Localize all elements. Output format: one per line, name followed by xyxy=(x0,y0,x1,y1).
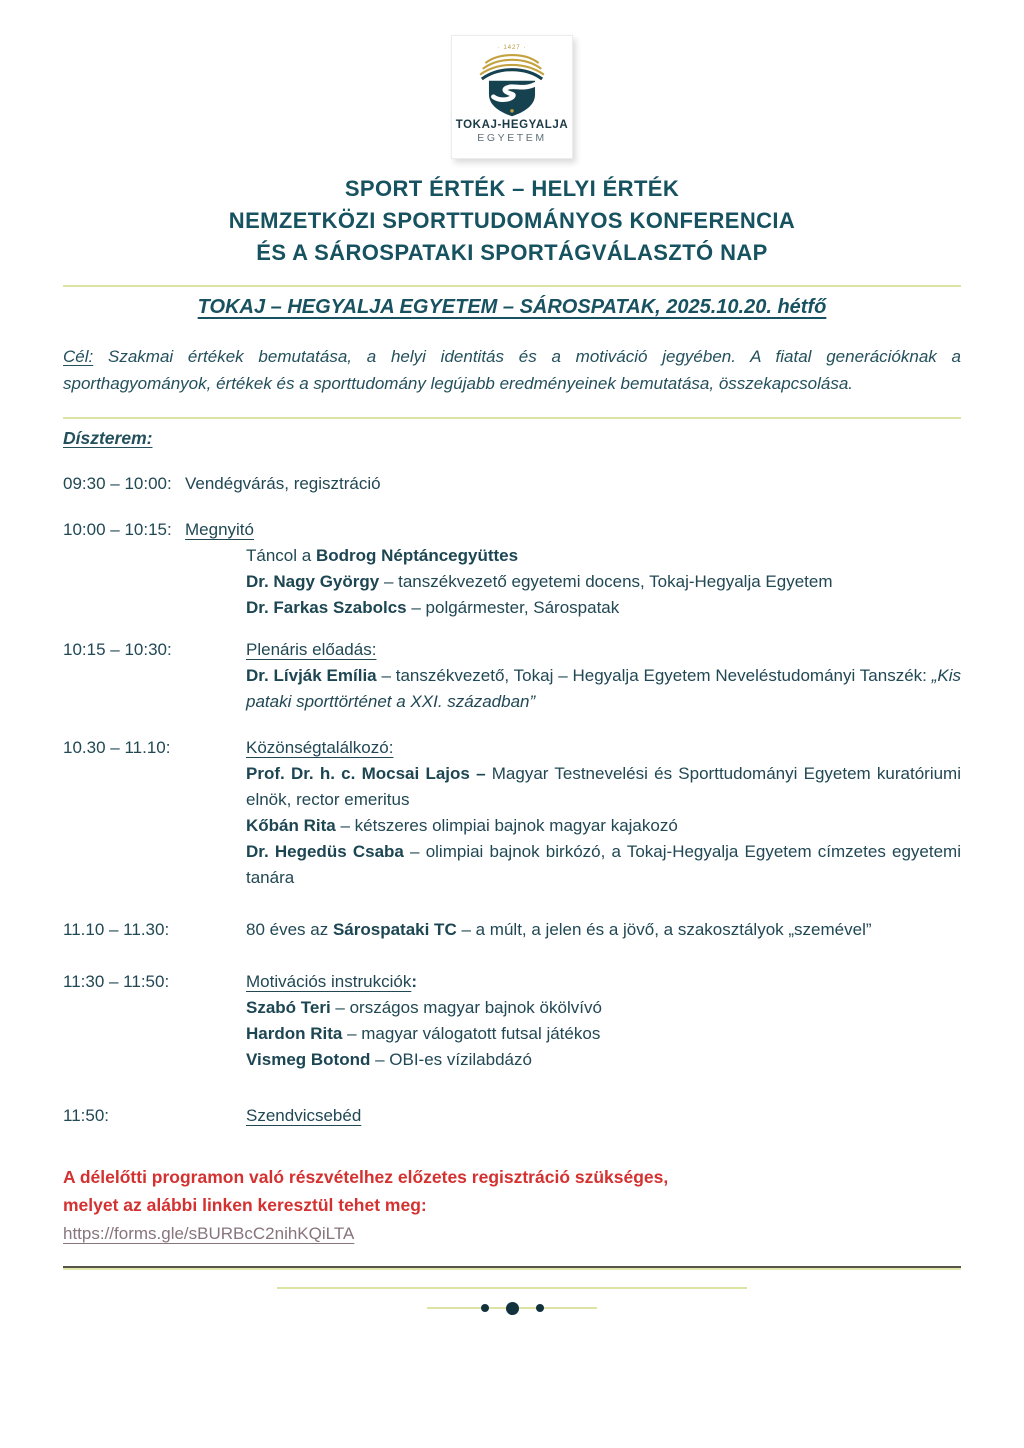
event-heading: Plenáris előadás: xyxy=(246,640,377,659)
time-slot: 10:00 – 10:15: xyxy=(63,520,172,539)
logo-container xyxy=(63,35,961,159)
goal-text: Szakmai értékek bemutatása, a helyi identitás és a motiváció jegyében. A fiatal generációknak a sporthagyományok, értékek és a sporttudomány legújabb eredményeinek bemutatása, összekapcsolása. xyxy=(63,347,961,393)
ornament-dot-icon xyxy=(481,1304,489,1312)
event-heading: Motivációs instrukciók: xyxy=(246,972,417,991)
schedule-row-1110 xyxy=(63,917,961,943)
divider-top xyxy=(63,285,961,287)
registration-notice xyxy=(63,1163,961,1219)
registration-notice-line-1: A délelőtti programon való részvételhez előzetes regisztráció szükséges, xyxy=(63,1167,669,1187)
subtitle-container xyxy=(63,296,961,319)
svg-text:· 1427 ·: · 1427 · xyxy=(497,43,527,51)
footer-rule-mid xyxy=(277,1287,747,1289)
venue-label: Díszterem: xyxy=(63,428,153,448)
schedule-row-1130 xyxy=(63,969,961,1073)
event-detail: Kőbán Rita – kétszeres olimpiai bajnok magyar kajakozó xyxy=(246,816,678,835)
event-detail: Dr. Lívják Emília – tanszékvezető, Tokaj – Hegyalja Egyetem Neveléstudományi Tanszék: „Kis pataki sporttörténet a XXI. században” xyxy=(246,666,961,711)
registration-link[interactable]: https://forms.gle/sBURBcC2nihKQiLTA xyxy=(63,1224,355,1243)
event-detail: Dr. Hegedüs Csaba – olimpiai bajnok birkózó, a Tokaj-Hegyalja Egyetem címzetes egyetemi tanára xyxy=(246,842,961,887)
goal-paragraph xyxy=(63,343,961,397)
schedule-row-0930 xyxy=(63,471,961,497)
event-location-date: TOKAJ – HEGYALJA EGYETEM – SÁROSPATAK, 2025.10.20. hétfő xyxy=(197,296,827,318)
schedule-row-1000 xyxy=(63,517,961,621)
footer-separator xyxy=(63,1266,961,1270)
event-heading: Közönségtalálkozó: xyxy=(246,738,394,757)
university-crest-icon xyxy=(464,40,560,118)
page-title xyxy=(63,173,961,269)
ornament-dot-icon xyxy=(536,1304,544,1312)
event-detail: Hardon Rita – magyar válogatott futsal játékos xyxy=(246,1024,601,1043)
time-slot: 11:50: xyxy=(63,1106,110,1125)
time-slot: 09:30 – 10:00: xyxy=(63,474,172,493)
title-line-1: SPORT ÉRTÉK – HELYI ÉRTÉK xyxy=(344,176,680,201)
university-logo xyxy=(451,35,573,159)
time-slot: 11.10 – 11.30: xyxy=(63,920,170,939)
event-detail: Prof. Dr. h. c. Mocsai Lajos – Magyar Testnevelési és Sporttudományi Egyetem kuratóriumi elnök, rector emeritus xyxy=(246,764,961,809)
event-detail: Dr. Farkas Szabolcs – polgármester, Sárospatak xyxy=(246,598,620,617)
event-title: Vendégvárás, regisztráció xyxy=(185,474,381,493)
event-detail: Dr. Nagy György – tanszékvezető egyetemi docens, Tokaj-Hegyalja Egyetem xyxy=(246,572,833,591)
goal-label: Cél: xyxy=(63,347,94,366)
event-detail: 80 éves az Sárospataki TC – a múlt, a jelen és a jövő, a szakosztályok „szemével” xyxy=(246,920,872,939)
title-line-2: NEMZETKÖZI SPORTTUDOMÁNYOS KONFERENCIA xyxy=(228,208,796,233)
time-slot: 11:30 – 11:50: xyxy=(63,972,170,991)
registration-notice-line-2: melyet az alábbi linken keresztül tehet meg: xyxy=(63,1195,427,1215)
time-slot: 10.30 – 11.10: xyxy=(63,738,171,757)
event-heading: Szendvicsebéd xyxy=(246,1106,362,1125)
title-line-3: ÉS A SÁROSPATAKI SPORTÁGVÁLASZTÓ NAP xyxy=(256,240,768,265)
time-slot: 10:15 – 10:30: xyxy=(63,640,172,659)
logo-university-name: TOKAJ-HEGYALJA xyxy=(455,119,569,131)
schedule-row-1030 xyxy=(63,735,961,891)
ornament-dot-icon xyxy=(506,1302,519,1315)
event-detail: Vismeg Botond – OBI-es vízilabdázó xyxy=(246,1050,532,1069)
event-heading: Megnyitó xyxy=(185,520,254,539)
schedule-row-1150 xyxy=(63,1103,961,1129)
schedule-row-1015 xyxy=(63,637,961,715)
divider-mid xyxy=(63,417,961,419)
event-detail: Szabó Teri – országos magyar bajnok ökölvívó xyxy=(246,998,602,1017)
footer-ornament xyxy=(427,1301,597,1315)
event-detail: Táncol a Bodrog Néptáncegyüttes xyxy=(246,546,519,565)
logo-university-sub: EGYETEM xyxy=(477,132,547,144)
